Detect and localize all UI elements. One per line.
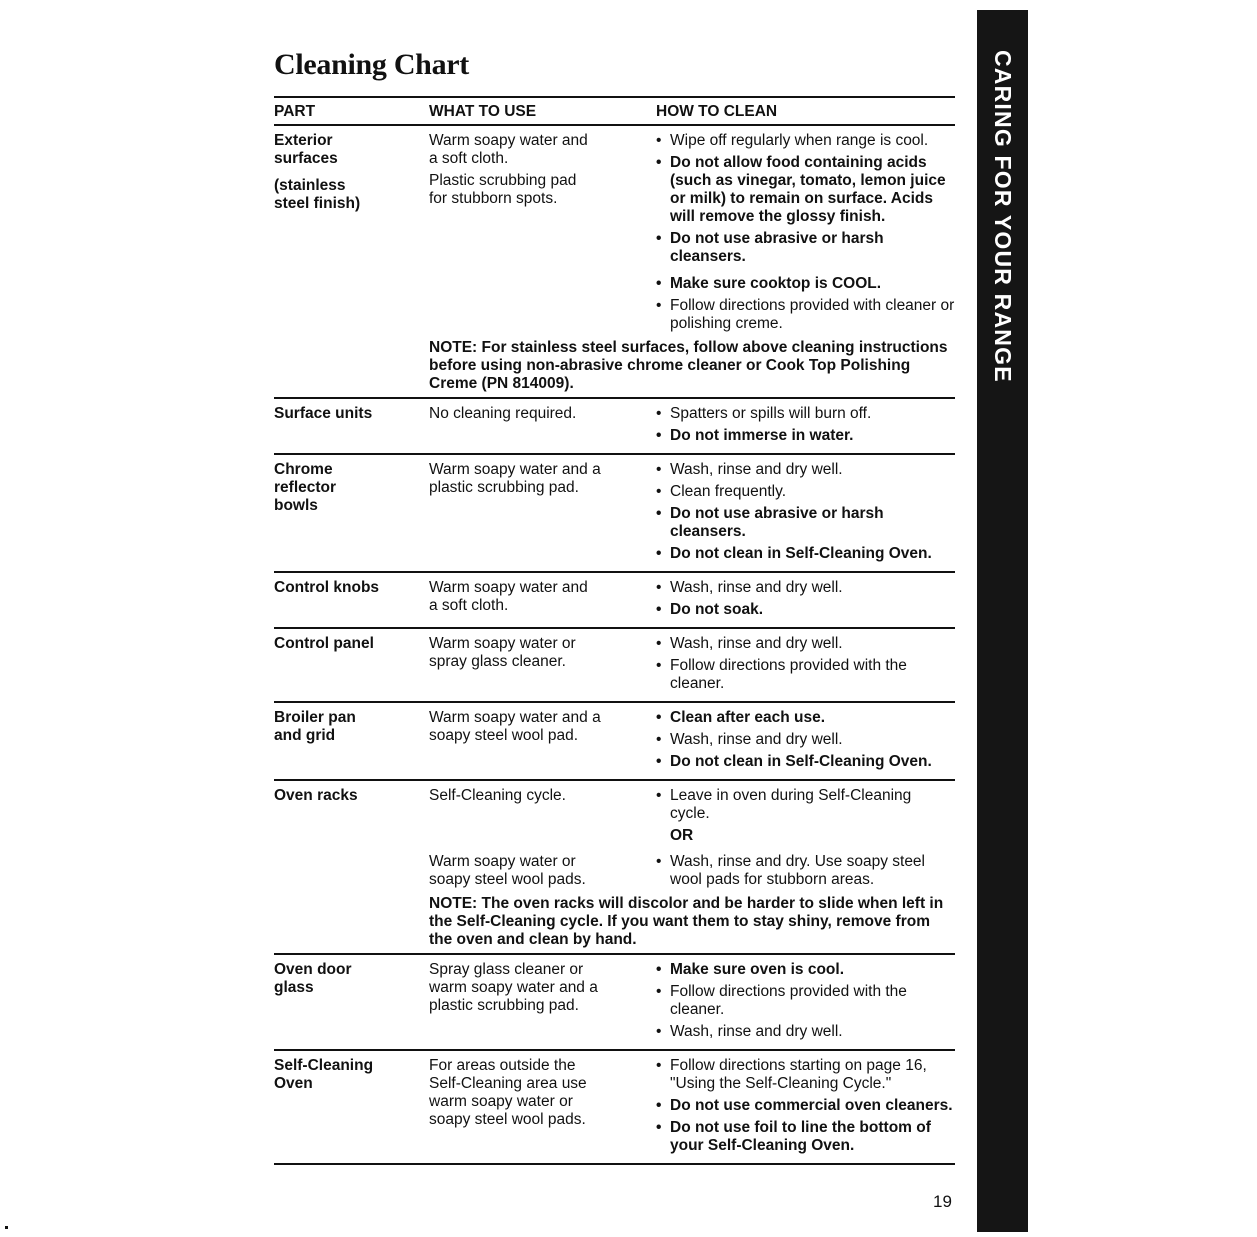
table-row <box>274 455 955 573</box>
cleaning-instruction: • Do not clean in Self-Cleaning Oven. <box>656 545 955 563</box>
what-to-use-text: soapy steel wool pads. <box>429 871 586 888</box>
table-row-content <box>274 405 955 449</box>
what-to-use-cell <box>429 853 656 893</box>
side-tab-label: CARING FOR YOUR RANGE <box>990 50 1016 383</box>
what-to-use-text: a soft cloth. <box>429 597 509 614</box>
what-to-use-cell <box>429 405 656 449</box>
part-cell <box>274 961 429 1045</box>
cleaning-instruction: • Do not soak. <box>656 601 955 619</box>
what-to-use-cell <box>429 461 656 567</box>
what-to-use-text: Warm soapy water or <box>429 635 576 652</box>
part-text <box>274 168 429 177</box>
what-to-use-text: Warm soapy water and a <box>429 709 601 726</box>
how-to-clean-cell <box>656 461 955 567</box>
part-text: Exterior <box>274 132 333 149</box>
part-cell <box>274 1057 429 1159</box>
part-text: bowls <box>274 497 318 514</box>
what-to-use-text: No cleaning required. <box>429 405 577 422</box>
cleaning-chart-table <box>274 96 955 1165</box>
header-part: PART <box>274 103 316 120</box>
part-text: glass <box>274 979 314 996</box>
part-text: Surface units <box>274 405 373 422</box>
what-to-use-text: warm soapy water or <box>429 1093 573 1110</box>
part-cell <box>274 787 429 849</box>
what-to-use-text: spray glass cleaner. <box>429 653 566 670</box>
cleaning-instruction: • Do not use commercial oven cleaners. <box>656 1097 955 1115</box>
table-note: NOTE: The oven racks will discolor and be harder to slide when left in the Self-Cleaning cycle. If you want them to stay shiny, remove from the oven and clean by hand. <box>429 895 944 948</box>
part-text: steel finish) <box>274 195 361 212</box>
cleaning-instruction: • Wash, rinse and dry well. <box>656 579 955 597</box>
how-to-clean-cell <box>656 1057 955 1159</box>
part-text: Oven <box>274 1075 313 1092</box>
part-text: Oven door <box>274 961 352 978</box>
header-how-to-clean: HOW TO CLEAN <box>656 103 778 120</box>
table-row-content <box>274 709 955 775</box>
table-note: NOTE: For stainless steel surfaces, follow above cleaning instructions before using non-abrasive chrome cleaner or Cook Top Polishing Creme (PN 814009). <box>429 339 948 392</box>
cleaning-instruction: • Do not allow food containing acids (such as vinegar, tomato, lemon juice or milk) to remain on surface. Acids will remove the glossy finish. <box>656 154 955 226</box>
how-to-clean-cell <box>656 709 955 775</box>
cleaning-instruction: • Do not use abrasive or harsh cleansers. <box>656 505 955 541</box>
part-cell <box>274 579 429 623</box>
how-to-clean-cell <box>656 132 955 337</box>
part-cell <box>274 132 429 337</box>
what-to-use-text: Warm soapy water and <box>429 579 588 596</box>
table-row-content <box>274 961 955 1045</box>
what-to-use-cell <box>429 961 656 1045</box>
part-text: Control panel <box>274 635 374 652</box>
cleaning-instruction: • Follow directions provided with the cleaner. <box>656 983 955 1019</box>
what-to-use-cell <box>429 787 656 849</box>
part-text: (stainless <box>274 177 346 194</box>
table-row <box>274 399 955 455</box>
table-row-content <box>274 787 955 849</box>
cleaning-instruction: • Follow directions provided with cleaner or polishing creme. <box>656 297 955 333</box>
what-to-use-cell <box>429 635 656 697</box>
page-number: 19 <box>933 1192 952 1211</box>
what-to-use-text: Spray glass cleaner or <box>429 961 584 978</box>
cleaning-instruction: • Clean frequently. <box>656 483 955 501</box>
how-to-clean-cell <box>656 405 955 449</box>
part-text: Oven racks <box>274 787 358 804</box>
how-to-clean-cell <box>656 579 955 623</box>
what-to-use-text: Self-Cleaning area use <box>429 1075 587 1092</box>
part-cell <box>274 461 429 567</box>
cleaning-instruction: • Wash, rinse and dry well. <box>656 461 955 479</box>
how-to-clean-cell <box>656 853 955 893</box>
cleaning-instruction: • Wash, rinse and dry well. <box>656 731 955 749</box>
what-to-use-text: for stubborn spots. <box>429 190 558 207</box>
section-side-tab <box>977 10 1028 1232</box>
how-to-clean-cell <box>656 961 955 1045</box>
what-to-use-cell <box>429 132 656 337</box>
table-row-content <box>274 635 955 697</box>
table-row-content <box>274 461 955 567</box>
table-header-row <box>274 96 955 126</box>
table-row <box>274 703 955 781</box>
how-to-clean-cell <box>656 635 955 697</box>
cleaning-instruction: • Wash, rinse and dry well. <box>656 635 955 653</box>
part-text: Broiler pan <box>274 709 356 726</box>
what-to-use-text: warm soapy water and a <box>429 979 598 996</box>
cleaning-instruction: • Wash, rinse and dry. Use soapy steel wool pads for stubborn areas. <box>656 853 955 889</box>
what-to-use-text: Warm soapy water or <box>429 853 576 870</box>
part-cell <box>274 405 429 449</box>
table-row-content <box>274 1057 955 1159</box>
what-to-use-text: Self-Cleaning cycle. <box>429 787 566 804</box>
what-to-use-text: Warm soapy water and <box>429 132 588 149</box>
part-text: Control knobs <box>274 579 380 596</box>
table-row <box>274 126 955 399</box>
part-text: reflector <box>274 479 337 496</box>
what-to-use-text: soapy steel wool pad. <box>429 727 579 744</box>
part-cell <box>274 853 429 893</box>
what-to-use-text: Warm soapy water and a <box>429 461 601 478</box>
scan-mark <box>5 1226 8 1229</box>
what-to-use-cell <box>429 579 656 623</box>
cleaning-instruction: • Do not immerse in water. <box>656 427 955 445</box>
cleaning-instruction: • Do not clean in Self-Cleaning Oven. <box>656 753 955 771</box>
header-what-to-use: WHAT TO USE <box>429 103 537 120</box>
cleaning-instruction: • Wipe off regularly when range is cool. <box>656 132 955 150</box>
what-to-use-text: Plastic scrubbing pad <box>429 172 577 189</box>
part-cell <box>274 709 429 775</box>
cleaning-instruction: • Follow directions provided with the cleaner. <box>656 657 955 693</box>
cleaning-instruction: • Leave in oven during Self-Cleaning cycle. <box>656 787 955 823</box>
cleaning-instruction: • Make sure oven is cool. <box>656 961 955 979</box>
or-separator: OR <box>670 827 694 844</box>
part-text: surfaces <box>274 150 338 167</box>
table-row-content <box>274 579 955 623</box>
cleaning-instruction: • Make sure cooktop is COOL. <box>656 275 955 293</box>
cleaning-instruction: • Wash, rinse and dry well. <box>656 1023 955 1041</box>
part-text: and grid <box>274 727 336 744</box>
table-body <box>274 126 955 1165</box>
cleaning-instruction: • Do not use abrasive or harsh cleansers. <box>656 230 955 266</box>
cleaning-instruction: • Spatters or spills will burn off. <box>656 405 955 423</box>
what-to-use-text: plastic scrubbing pad. <box>429 997 579 1014</box>
what-to-use-text: soapy steel wool pads. <box>429 1111 586 1128</box>
part-text: Chrome <box>274 461 333 478</box>
part-text: Self-Cleaning <box>274 1057 374 1074</box>
part-cell <box>274 635 429 697</box>
table-row <box>274 955 955 1051</box>
what-to-use-text: plastic scrubbing pad. <box>429 479 579 496</box>
how-to-clean-cell <box>656 787 955 849</box>
table-row <box>274 629 955 703</box>
cleaning-instruction: • Do not use foil to line the bottom of your Self-Cleaning Oven. <box>656 1119 955 1155</box>
what-to-use-text: For areas outside the <box>429 1057 576 1074</box>
what-to-use-cell <box>429 1057 656 1159</box>
what-to-use-cell <box>429 709 656 775</box>
table-row-content <box>274 132 955 337</box>
table-row <box>274 1051 955 1165</box>
table-row <box>274 781 955 955</box>
cleaning-instruction: • Clean after each use. <box>656 709 955 727</box>
table-row <box>274 573 955 629</box>
page-title: Cleaning Chart <box>274 48 469 81</box>
cleaning-instruction: • Follow directions starting on page 16, "Using the Self-Cleaning Cycle." <box>656 1057 955 1093</box>
table-row-content <box>274 853 955 893</box>
what-to-use-text: a soft cloth. <box>429 150 509 167</box>
